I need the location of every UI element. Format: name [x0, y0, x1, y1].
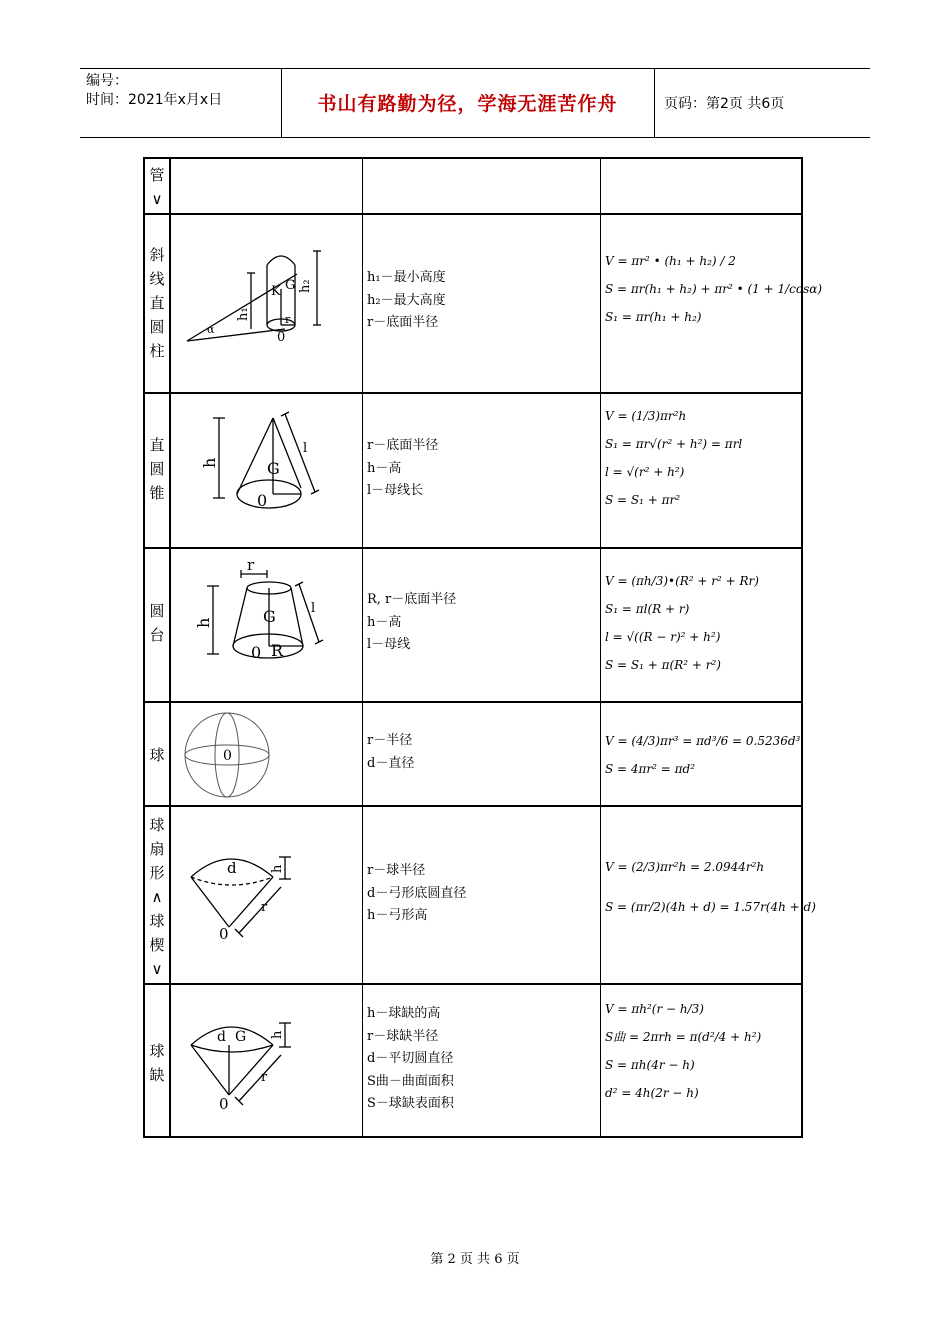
row-label: [147, 1039, 167, 1087]
header-divider: [281, 69, 282, 137]
fig-label: l: [311, 601, 316, 616]
variable-item: l－母线长: [367, 483, 424, 498]
variable-list: [367, 860, 466, 928]
variable-item: d－平切圆直径: [367, 1051, 454, 1066]
header-motto: 书山有路勤为径，学海无涯苦作舟: [317, 93, 618, 115]
fig-label: h₂: [298, 279, 313, 293]
fig-label: 0: [223, 748, 232, 764]
variable-item: d－直径: [367, 755, 415, 771]
table-row-divider: [145, 805, 801, 807]
row-label: [147, 243, 167, 363]
formula-item: l = √((R − r)² + h²): [605, 630, 721, 644]
fig-label: G: [285, 278, 296, 293]
variable-item: l－母线: [367, 637, 411, 652]
fig-label: d: [227, 859, 237, 877]
formula-item: S = 4πr² = πd²: [605, 762, 696, 776]
variable-item: d－弓形底圆直径: [367, 885, 467, 901]
header-time-label: 时间：2021年x月x日: [86, 92, 223, 108]
header-meta: [86, 72, 222, 110]
header-number-label: 编号：: [86, 73, 128, 89]
formula-item: S = πh(4r − h): [605, 1058, 695, 1072]
table-col-divider: [600, 159, 601, 1136]
fig-label: d: [217, 1029, 226, 1045]
formula-list: [605, 567, 759, 679]
variable-item: h₁－最小高度: [367, 270, 446, 285]
fig-label: 0: [251, 643, 262, 662]
row-label: [147, 163, 167, 211]
fig-label: h: [200, 457, 219, 468]
table-col-divider: [169, 159, 171, 1136]
formula-item: S = πr(h₁ + h₂) + πr² • (1 + 1/cosα): [605, 282, 823, 296]
spherical-cap-figure: [179, 1009, 329, 1119]
variable-item: r－球半径: [367, 863, 426, 878]
variable-item: h₂－最大高度: [367, 292, 446, 308]
fig-label: r: [285, 313, 291, 326]
variable-item: r－底面半径: [367, 315, 439, 330]
formula-list: [605, 402, 742, 514]
variable-item: h－球缺的高: [367, 1006, 441, 1021]
oblique-cylinder-figure: [175, 229, 355, 354]
header-page-info: 页码：第2页 共6页: [664, 96, 785, 112]
spherical-sector-figure: [179, 847, 329, 947]
row-label-text: 球扇形∧球楔∨: [149, 816, 165, 978]
row-label-text: 直圆锥: [149, 436, 165, 502]
fig-label: K: [271, 284, 281, 299]
fig-label: α: [207, 323, 215, 336]
fig-label: h: [270, 1030, 285, 1039]
fig-label: l: [303, 441, 308, 456]
cone-figure: [185, 404, 335, 524]
sphere-figure: [175, 707, 275, 803]
fig-label: G: [235, 1029, 247, 1045]
formula-item: S = S₁ + πr²: [605, 493, 681, 507]
table-row-divider: [145, 547, 801, 549]
row-label-text: 球缺: [149, 1042, 165, 1084]
page-footer: 第 2 页 共 6 页: [430, 1252, 520, 1267]
fig-label: h: [270, 864, 285, 873]
variable-item: h－弓形高: [367, 908, 428, 923]
variable-list: [367, 589, 456, 657]
header-divider: [654, 69, 655, 137]
variable-item: r－底面半径: [367, 438, 439, 453]
formula-item: l = √(r² + h²): [605, 465, 685, 479]
fig-label: 0: [257, 491, 268, 510]
fig-label: 0: [219, 1095, 229, 1113]
fig-label: 0: [277, 330, 286, 345]
formula-item: S₁ = πr√(r² + h²) = πrl: [605, 437, 743, 451]
formula-item: V = πr² • (h₁ + h₂) / 2: [605, 254, 736, 268]
formula-item: S = (πr/2)(4h + d) = 1.57r(4h + d): [605, 900, 816, 914]
row-label: [147, 743, 167, 767]
formula-item: S₁ = πr(h₁ + h₂): [605, 310, 702, 324]
table-row-divider: [145, 701, 801, 703]
variable-item: r－半径: [367, 733, 413, 748]
formula-item: V = (4/3)πr³ = πd³/6 = 0.5236d³: [605, 734, 801, 748]
formula-item: V = (1/3)πr²h: [605, 409, 687, 423]
variable-item: r－球缺半径: [367, 1028, 439, 1044]
formula-item: V = (2/3)πr²h = 2.0944r²h: [605, 860, 765, 874]
row-label-text: 斜线直圆柱: [149, 246, 165, 360]
fig-label: h₁: [236, 307, 251, 321]
formula-item: d² = 4h(2r − h): [605, 1086, 699, 1100]
table-row-divider: [145, 392, 801, 394]
formula-table: [143, 157, 823, 1138]
variable-list: [367, 435, 438, 503]
row-label-text: 圆台: [149, 602, 165, 644]
row-label: [147, 813, 167, 981]
variable-item: h－高: [367, 614, 402, 630]
formula-list: [605, 853, 816, 921]
fig-label: r: [261, 1070, 268, 1085]
variable-item: S曲－曲面面积: [367, 1073, 454, 1089]
row-label-text: 管∨: [149, 166, 165, 208]
variable-item: R, r－底面半径: [367, 592, 457, 607]
formula-list: [605, 995, 761, 1107]
formula-item: S = S₁ + π(R² + r²): [605, 658, 721, 672]
page-header: [80, 68, 870, 138]
row-label: [147, 433, 167, 505]
fig-label: R: [271, 641, 284, 660]
fig-label: r: [247, 556, 255, 574]
table-col-divider: [362, 159, 363, 1136]
table-row-divider: [145, 983, 801, 985]
fig-label: r: [261, 900, 268, 915]
formula-item: S曲 = 2πrh = π(d²/4 + h²): [605, 1030, 762, 1044]
formula-item: V = πh²(r − h/3): [605, 1002, 704, 1016]
formula-item: S₁ = πl(R + r): [605, 602, 690, 616]
row-label: [147, 599, 167, 647]
frustum-figure: [185, 556, 335, 666]
fig-label: G: [267, 459, 280, 478]
variable-list: [367, 267, 446, 335]
variable-list: [367, 1003, 454, 1116]
fig-label: G: [263, 607, 276, 626]
formula-item: V = (πh/3)•(R² + r² + Rr): [605, 574, 759, 588]
formula-list: [605, 727, 800, 783]
variable-item: h－高: [367, 460, 402, 476]
fig-label: h: [194, 617, 213, 628]
variable-item: S－球缺表面积: [367, 1096, 454, 1111]
formula-list: [605, 247, 822, 331]
row-label-text: 球: [149, 746, 165, 764]
fig-label: 0: [219, 925, 229, 943]
table-row-divider: [145, 213, 801, 215]
variable-list: [367, 730, 414, 775]
